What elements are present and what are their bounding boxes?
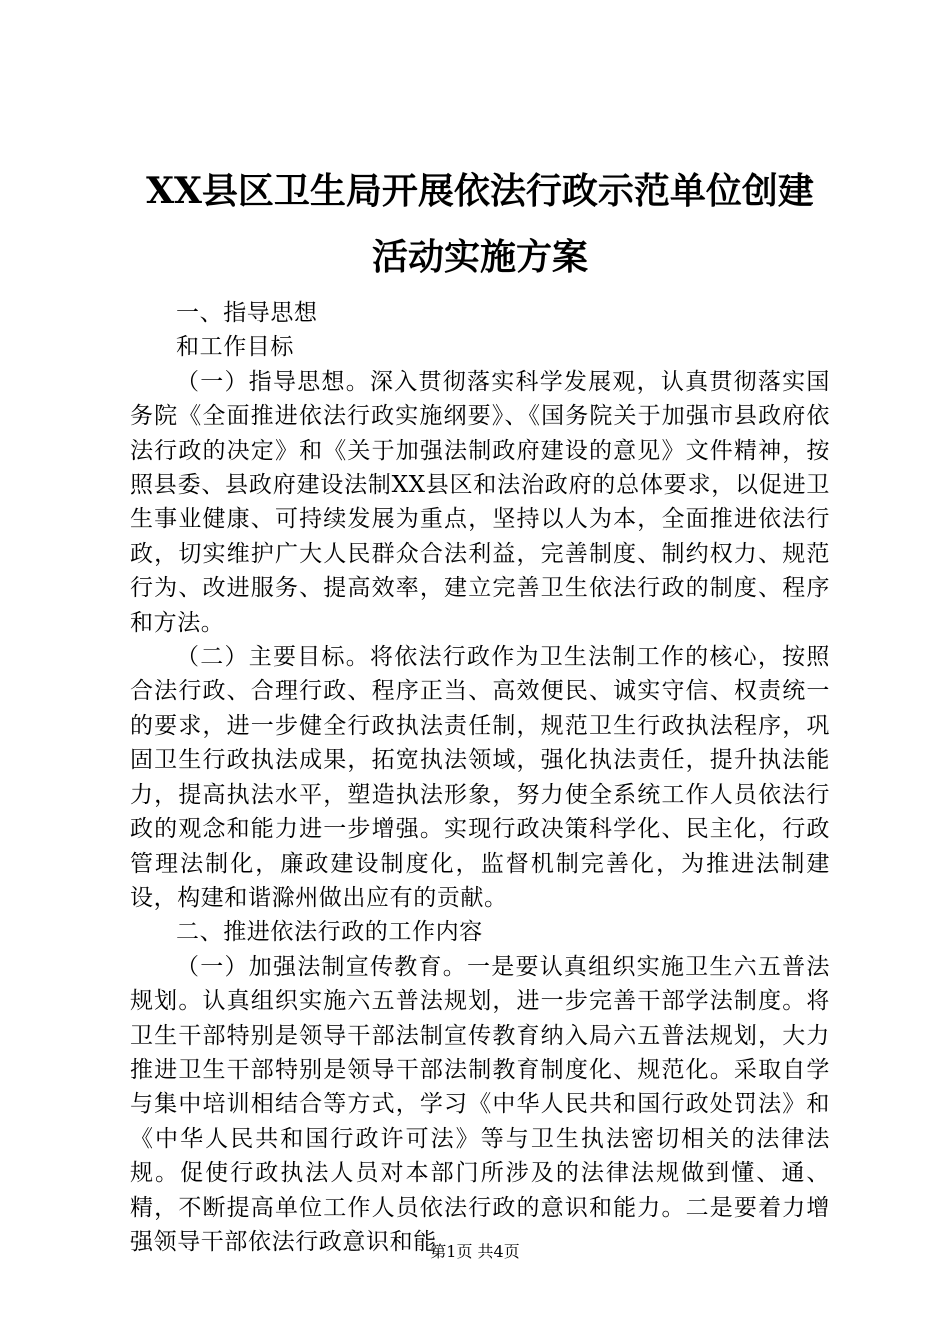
section-heading-2: 二、推进依法行政的工作内容 [176,919,483,946]
paragraph-legal-education: （一）加强法制宣传教育。一是要认真组织实施卫生六五普法规划。认真组织实施六五普法规划，进一步完善干部学法制度。将卫生干部特别是领导干部法制宣传教育纳入局六五普法规划，大力推进卫生干部特别是领导干部法制教育制度化、规范化。采取自学与集中培训相结合等方式，学习《中华人民共和国行政处罚法》和《中华人民共和国行政许可法》等与卫生执法密切相关的法律法规。促使行政执法人员对本部门所涉及的法律法规做到懂、通、精，不断提高单位工作人员依法行政的意识和能力。二是要着力增强领导干部依法行政意识和能 [130,953,830,1255]
paragraph-main-goals: （二）主要目标。将依法行政作为卫生法制工作的核心，按照合法行政、合理行政、程序正当、高效便民、诚实守信、权责统一的要求，进一步健全行政执法责任制，规范卫生行政执法程序，巩固卫生行政执法成果，拓宽执法领域，强化执法责任，提升执法能力，提高执法水平，塑造执法形象，努力使全系统工作人员依法行政的观念和能力进一步增强。实现行政决策科学化、民主化，行政管理法制化，廉政建设制度化，监督机制完善化，为推进法制建设，构建和谐滁州做出应有的贡献。 [130,644,830,911]
document-body [130,296,830,1259]
page-title: XX县区卫生局开展依法行政示范单位创建活动实施方案 [146,170,814,278]
section-heading-1-continued: 和工作目标 [176,334,294,361]
paragraph-guiding-ideology: （一）指导思想。深入贯彻落实科学发展观，认真贯彻落实国务院《全面推进依法行政实施纲要》、《国务院关于加强市县政府依法行政的决定》和《关于加强法制政府建设的意见》文件精神，按照县委、县政府建设法制XX县区和法治政府的总体要求，以促进卫生事业健康、可持续发展为重点，坚持以人为本，全面推进依法行政，切实维护广大人民群众合法利益，完善制度、制约权力、规范行为、改进服务、提高效率，建立完善卫生依法行政的制度、程序和方法。 [130,368,830,636]
section-heading-1: 一、指导思想 [176,300,318,326]
page-footer: 第1页 共4页 [430,1242,520,1261]
